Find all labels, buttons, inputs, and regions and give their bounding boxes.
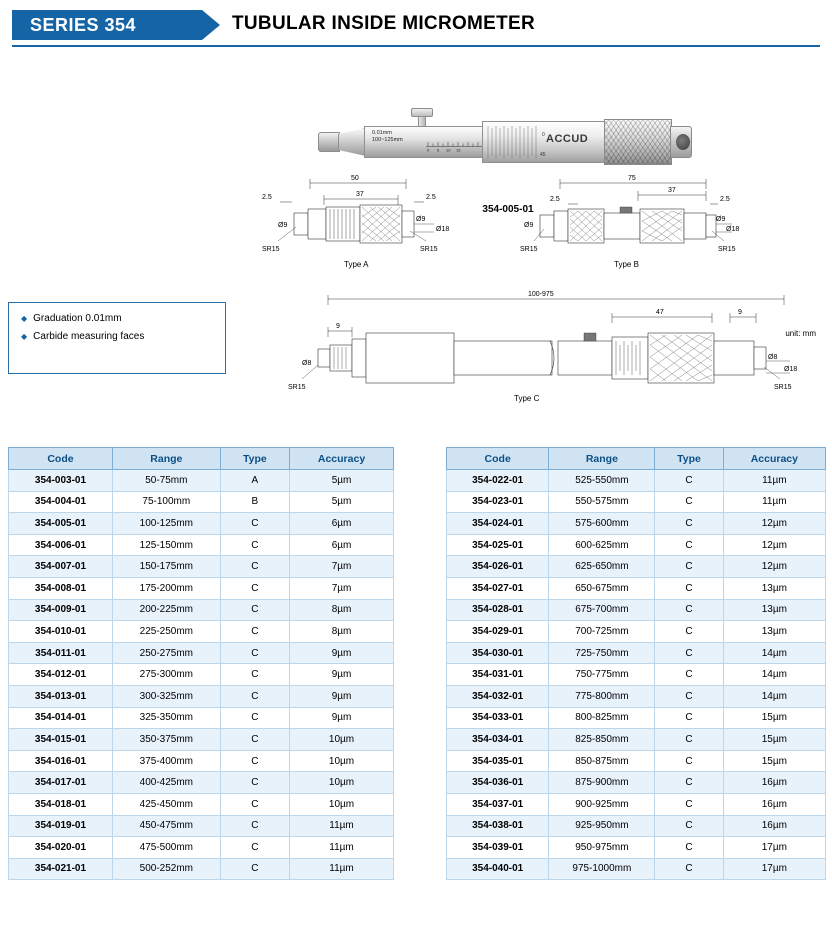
cell-code: 354-021-01 [9, 858, 113, 880]
table-row[interactable] [447, 750, 826, 772]
cell-code: 354-035-01 [447, 750, 549, 772]
table-row[interactable] [9, 837, 394, 859]
svg-text:Ø9: Ø9 [416, 216, 426, 223]
svg-text:9: 9 [336, 323, 340, 330]
measuring-face-hole [676, 134, 690, 150]
table-row[interactable] [447, 858, 826, 880]
drawing-type-b [520, 169, 750, 281]
cell-accuracy: 17µm [723, 858, 825, 880]
cell-code: 354-013-01 [9, 685, 113, 707]
cell-type: C [220, 534, 289, 556]
svg-text:2.5: 2.5 [262, 194, 272, 201]
svg-text:2.5: 2.5 [720, 196, 730, 203]
cell-type: C [655, 837, 723, 859]
cell-type: C [220, 858, 289, 880]
cell-range: 850-875mm [549, 750, 655, 772]
cell-code: 354-033-01 [447, 707, 549, 729]
cell-code: 354-040-01 [447, 858, 549, 880]
table-row[interactable] [9, 556, 394, 578]
svg-text:9: 9 [738, 309, 742, 316]
cell-code: 354-034-01 [447, 729, 549, 751]
cell-type: C [655, 793, 723, 815]
svg-text:2.5: 2.5 [550, 196, 560, 203]
cell-type: C [655, 599, 723, 621]
table-row[interactable] [447, 772, 826, 794]
col-header-range: Range [112, 448, 220, 470]
svg-text:Ø8: Ø8 [302, 360, 312, 367]
table-row[interactable] [9, 664, 394, 686]
table-row[interactable] [447, 642, 826, 664]
table-row[interactable] [447, 577, 826, 599]
cell-type: C [655, 664, 723, 686]
cell-type: C [655, 621, 723, 643]
cell-range: 975-1000mm [549, 858, 655, 880]
table-row[interactable] [447, 513, 826, 535]
lock-screw [411, 108, 433, 128]
svg-text:Ø18: Ø18 [726, 226, 740, 233]
feature-item-1 [21, 331, 213, 342]
cell-type: C [655, 491, 723, 513]
cell-accuracy: 9µm [290, 664, 394, 686]
cell-accuracy: 12µm [723, 556, 825, 578]
cell-range: 350-375mm [112, 729, 220, 751]
table-row[interactable] [447, 837, 826, 859]
col-header-accuracy: Accuracy [723, 448, 825, 470]
cell-code: 354-025-01 [447, 534, 549, 556]
cell-code: 354-003-01 [9, 470, 113, 492]
cell-range: 50-75mm [112, 470, 220, 492]
cell-range: 725-750mm [549, 642, 655, 664]
cell-accuracy: 5µm [290, 491, 394, 513]
cell-type: C [220, 642, 289, 664]
cell-code: 354-004-01 [9, 491, 113, 513]
cell-type: C [220, 513, 289, 535]
cell-range: 950-975mm [549, 837, 655, 859]
cell-accuracy: 11µm [290, 815, 394, 837]
cell-type: C [655, 556, 723, 578]
table-row[interactable] [9, 772, 394, 794]
svg-text:Type A: Type A [344, 260, 369, 269]
cell-type: C [220, 729, 289, 751]
cell-range: 825-850mm [549, 729, 655, 751]
cell-type: C [655, 577, 723, 599]
svg-text:37: 37 [668, 187, 676, 194]
table-row[interactable] [447, 707, 826, 729]
cell-range: 675-700mm [549, 599, 655, 621]
unit-note: unit: mm [785, 329, 816, 338]
cell-accuracy: 15µm [723, 750, 825, 772]
cell-type: C [655, 729, 723, 751]
cell-range: 900-925mm [549, 793, 655, 815]
series-label: SERIES 354 [30, 14, 137, 35]
cell-accuracy: 13µm [723, 599, 825, 621]
cell-range: 200-225mm [112, 599, 220, 621]
cell-accuracy: 5µm [290, 470, 394, 492]
cell-code: 354-014-01 [9, 707, 113, 729]
cell-code: 354-028-01 [447, 599, 549, 621]
cell-type: C [655, 772, 723, 794]
svg-text:Type C: Type C [514, 394, 540, 403]
model-number: 354-005-01 [482, 204, 534, 215]
brand-logo: ACCUD [546, 133, 589, 145]
svg-text:100-975: 100-975 [528, 291, 554, 298]
cell-code: 354-039-01 [447, 837, 549, 859]
cell-type: C [220, 685, 289, 707]
cell-code: 354-010-01 [9, 621, 113, 643]
cell-accuracy: 15µm [723, 707, 825, 729]
cell-accuracy: 10µm [290, 793, 394, 815]
diamond-bullet-icon: ◆ [21, 314, 28, 323]
cell-range: 550-575mm [549, 491, 655, 513]
cell-accuracy: 15µm [723, 729, 825, 751]
cell-type: C [655, 642, 723, 664]
cell-range: 300-325mm [112, 685, 220, 707]
cell-range: 450-475mm [112, 815, 220, 837]
cell-accuracy: 16µm [723, 772, 825, 794]
cell-code: 354-016-01 [9, 750, 113, 772]
drawing-type-a [258, 169, 458, 281]
cell-accuracy: 11µm [723, 491, 825, 513]
cell-accuracy: 16µm [723, 815, 825, 837]
table-row[interactable] [9, 750, 394, 772]
table-row[interactable] [447, 556, 826, 578]
table-row[interactable] [9, 707, 394, 729]
sleeve-graduation-value: 0.01mm [372, 130, 392, 136]
cell-range: 575-600mm [549, 513, 655, 535]
col-header-type: Type [655, 448, 723, 470]
cell-code: 354-022-01 [447, 470, 549, 492]
cell-type: C [220, 815, 289, 837]
cell-range: 75-100mm [112, 491, 220, 513]
cell-code: 354-023-01 [447, 491, 549, 513]
page-title: TUBULAR INSIDE MICROMETER [232, 13, 536, 34]
table-body-right [447, 470, 826, 880]
cell-range: 400-425mm [112, 772, 220, 794]
table-body-left [9, 470, 394, 880]
technical-drawings [0, 161, 832, 423]
table-row[interactable] [9, 621, 394, 643]
cell-type: C [655, 750, 723, 772]
svg-text:37: 37 [356, 191, 364, 198]
svg-text:5: 5 [437, 147, 440, 152]
knurled-grip [604, 119, 672, 165]
cell-range: 275-300mm [112, 664, 220, 686]
svg-text:SR15: SR15 [420, 246, 438, 253]
cell-code: 354-017-01 [9, 772, 113, 794]
col-header-code: Code [447, 448, 549, 470]
col-header-accuracy: Accuracy [290, 448, 394, 470]
cell-range: 925-950mm [549, 815, 655, 837]
cell-range: 500-252mm [112, 858, 220, 880]
cell-accuracy: 10µm [290, 750, 394, 772]
cell-type: C [220, 707, 289, 729]
cell-code: 354-008-01 [9, 577, 113, 599]
cell-type: C [220, 664, 289, 686]
svg-text:Type B: Type B [614, 260, 639, 269]
svg-text:Ø8: Ø8 [768, 354, 778, 361]
cell-type: C [220, 577, 289, 599]
cell-accuracy: 9µm [290, 685, 394, 707]
cell-accuracy: 11µm [290, 837, 394, 859]
table-header-row [9, 448, 394, 470]
cell-code: 354-029-01 [447, 621, 549, 643]
cell-range: 150-175mm [112, 556, 220, 578]
table-row[interactable] [447, 491, 826, 513]
table-row[interactable] [447, 621, 826, 643]
svg-text:75: 75 [628, 175, 636, 182]
cell-range: 225-250mm [112, 621, 220, 643]
cell-accuracy: 14µm [723, 642, 825, 664]
cell-accuracy: 17µm [723, 837, 825, 859]
cell-type: C [655, 534, 723, 556]
cell-code: 354-031-01 [447, 664, 549, 686]
cell-code: 354-009-01 [9, 599, 113, 621]
table-row[interactable] [9, 815, 394, 837]
sleeve-range-value: 100~125mm [372, 137, 403, 143]
cell-accuracy: 8µm [290, 621, 394, 643]
cell-code: 354-030-01 [447, 642, 549, 664]
cell-code: 354-020-01 [9, 837, 113, 859]
col-header-range: Range [549, 448, 655, 470]
cell-range: 475-500mm [112, 837, 220, 859]
series-arrow-icon [202, 10, 220, 40]
cell-accuracy: 14µm [723, 664, 825, 686]
cell-accuracy: 7µm [290, 577, 394, 599]
table-row[interactable] [9, 491, 394, 513]
table-row[interactable] [9, 513, 394, 535]
table-row[interactable] [447, 664, 826, 686]
cell-range: 250-275mm [112, 642, 220, 664]
cell-range: 525-550mm [549, 470, 655, 492]
cell-code: 354-036-01 [447, 772, 549, 794]
cell-code: 354-027-01 [447, 577, 549, 599]
cell-code: 354-007-01 [9, 556, 113, 578]
cell-range: 600-625mm [549, 534, 655, 556]
cell-code: 354-026-01 [447, 556, 549, 578]
cell-type: C [220, 793, 289, 815]
cell-code: 354-038-01 [447, 815, 549, 837]
svg-text:Ø9: Ø9 [716, 216, 726, 223]
svg-text:47: 47 [656, 309, 664, 316]
cell-range: 625-650mm [549, 556, 655, 578]
diamond-bullet-icon: ◆ [21, 332, 28, 341]
table-row[interactable] [447, 534, 826, 556]
cell-range: 375-400mm [112, 750, 220, 772]
table-row[interactable] [9, 685, 394, 707]
cell-accuracy: 16µm [723, 793, 825, 815]
svg-text:Ø9: Ø9 [524, 222, 534, 229]
col-header-type: Type [220, 448, 289, 470]
cell-code: 354-015-01 [9, 729, 113, 751]
table-row[interactable] [9, 729, 394, 751]
cell-accuracy: 11µm [290, 858, 394, 880]
cell-type: C [655, 815, 723, 837]
cell-code: 354-018-01 [9, 793, 113, 815]
cell-accuracy: 11µm [723, 470, 825, 492]
cell-accuracy: 12µm [723, 513, 825, 535]
svg-text:10: 10 [446, 147, 451, 152]
table-row[interactable] [447, 815, 826, 837]
cell-code: 354-024-01 [447, 513, 549, 535]
table-row[interactable] [9, 577, 394, 599]
cell-code: 354-005-01 [9, 513, 113, 535]
table-row[interactable] [447, 685, 826, 707]
svg-text:Ø9: Ø9 [278, 222, 288, 229]
svg-text:SR15: SR15 [718, 246, 736, 253]
spec-table-right [446, 447, 826, 880]
cell-accuracy: 8µm [290, 599, 394, 621]
cell-code: 354-011-01 [9, 642, 113, 664]
cell-accuracy: 10µm [290, 772, 394, 794]
cell-type: C [655, 513, 723, 535]
svg-text:Ø18: Ø18 [784, 366, 798, 373]
feature-text-0: Graduation 0.01mm [33, 313, 122, 324]
spec-table-left [8, 447, 394, 880]
cell-type: A [220, 470, 289, 492]
cell-type: C [655, 470, 723, 492]
table-row[interactable] [447, 793, 826, 815]
svg-text:SR15: SR15 [262, 246, 280, 253]
feature-text-1: Carbide measuring faces [33, 331, 145, 342]
cell-type: C [655, 685, 723, 707]
table-header-row [447, 448, 826, 470]
lock-screw-stem [418, 116, 426, 127]
svg-text:2.5: 2.5 [426, 194, 436, 201]
table-row[interactable] [9, 599, 394, 621]
cell-type: C [655, 707, 723, 729]
cell-code: 354-006-01 [9, 534, 113, 556]
cell-type: C [655, 858, 723, 880]
cell-type: C [220, 772, 289, 794]
cell-range: 325-350mm [112, 707, 220, 729]
col-header-code: Code [9, 448, 113, 470]
page-header [0, 0, 832, 46]
cell-range: 425-450mm [112, 793, 220, 815]
cell-type: B [220, 491, 289, 513]
cell-code: 354-037-01 [447, 793, 549, 815]
cell-range: 875-900mm [549, 772, 655, 794]
cell-accuracy: 6µm [290, 534, 394, 556]
cell-accuracy: 12µm [723, 534, 825, 556]
feature-item-0 [21, 313, 213, 324]
sleeve-scale-icon [426, 141, 482, 152]
svg-text:50: 50 [351, 175, 359, 182]
cell-code: 354-012-01 [9, 664, 113, 686]
cell-type: C [220, 599, 289, 621]
cell-accuracy: 13µm [723, 577, 825, 599]
cell-range: 800-825mm [549, 707, 655, 729]
cell-type: C [220, 837, 289, 859]
series-badge [12, 10, 202, 40]
body-taper [338, 128, 366, 156]
table-row[interactable] [447, 470, 826, 492]
cell-accuracy: 6µm [290, 513, 394, 535]
table-row[interactable] [9, 470, 394, 492]
table-row[interactable] [447, 729, 826, 751]
table-row[interactable] [447, 599, 826, 621]
drawing-type-c [232, 283, 820, 411]
cell-accuracy: 9µm [290, 642, 394, 664]
cell-range: 700-725mm [549, 621, 655, 643]
table-row[interactable] [9, 793, 394, 815]
svg-text:SR15: SR15 [774, 384, 792, 391]
sleeve-graduation-label [372, 130, 403, 144]
cell-type: C [220, 621, 289, 643]
svg-text:15: 15 [456, 147, 461, 152]
cell-type: C [220, 750, 289, 772]
cell-accuracy: 7µm [290, 556, 394, 578]
cell-code: 354-032-01 [447, 685, 549, 707]
cell-range: 650-675mm [549, 577, 655, 599]
table-row[interactable] [9, 534, 394, 556]
svg-text:0: 0 [542, 132, 545, 138]
cell-range: 775-800mm [549, 685, 655, 707]
table-row[interactable] [9, 642, 394, 664]
svg-text:0: 0 [427, 147, 430, 152]
left-anvil-cap [318, 132, 340, 152]
cell-accuracy: 14µm [723, 685, 825, 707]
svg-text:Ø18: Ø18 [436, 226, 450, 233]
features-box [8, 302, 226, 374]
table-row[interactable] [9, 858, 394, 880]
cell-range: 125-150mm [112, 534, 220, 556]
cell-accuracy: 10µm [290, 729, 394, 751]
cell-type: C [220, 556, 289, 578]
svg-text:SR15: SR15 [288, 384, 306, 391]
cell-range: 750-775mm [549, 664, 655, 686]
cell-range: 175-200mm [112, 577, 220, 599]
cell-range: 100-125mm [112, 513, 220, 535]
cell-code: 354-019-01 [9, 815, 113, 837]
svg-text:45: 45 [540, 152, 546, 158]
svg-text:SR15: SR15 [520, 246, 538, 253]
cell-accuracy: 9µm [290, 707, 394, 729]
cell-accuracy: 13µm [723, 621, 825, 643]
